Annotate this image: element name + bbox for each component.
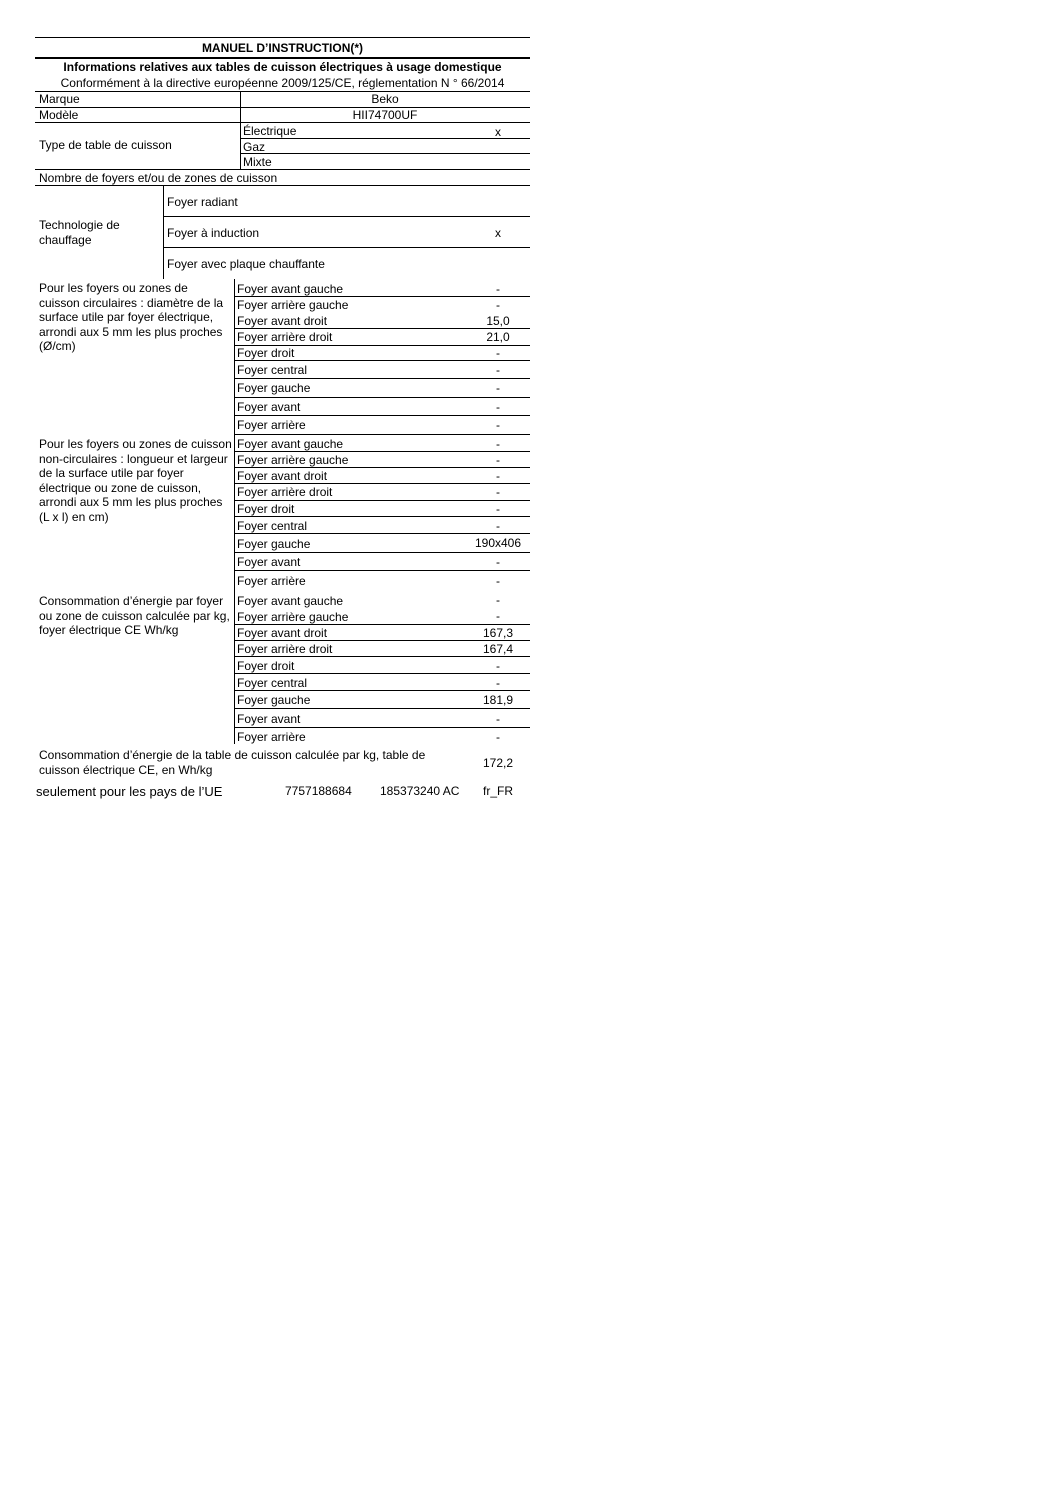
footer-eu-note: seulement pour les pays de l’UE: [36, 784, 223, 799]
zone-value: 21,0: [486, 330, 510, 344]
zone-label: Foyer droit: [237, 346, 295, 360]
zone-value: 181,9: [482, 693, 514, 707]
zone-value: 15,0: [486, 314, 510, 328]
zone-label: Foyer gauche: [237, 693, 311, 707]
zone-label: Foyer gauche: [237, 381, 311, 395]
zone-value: 190x406: [474, 536, 522, 550]
model-value: HII74700UF: [352, 108, 418, 122]
zone-value: -: [496, 519, 500, 533]
zone-label: Foyer central: [237, 519, 308, 533]
zone-label: Foyer arrière gauche: [237, 610, 349, 624]
type-option-label: Gaz: [243, 140, 266, 154]
footer-code-primary: 7757188684: [285, 784, 352, 798]
zone-label: Foyer arrière: [237, 418, 306, 432]
zone-value: -: [496, 659, 500, 673]
zone-label: Foyer arrière gauche: [237, 298, 349, 312]
model-label: Modèle: [39, 108, 79, 122]
document-title: MANUEL D’INSTRUCTION(*): [201, 41, 364, 55]
zone-label: Foyer avant droit: [237, 626, 328, 640]
zone-value: -: [496, 485, 500, 499]
brand-label: Marque: [39, 92, 80, 106]
zone-value: -: [496, 574, 500, 588]
brand-value: Beko: [371, 92, 399, 106]
zone-value: -: [496, 418, 500, 432]
zone-value: -: [496, 298, 500, 312]
zone-value: -: [496, 730, 500, 744]
zone-label: Foyer droit: [237, 659, 295, 673]
zone-label: Foyer arrière droit: [237, 330, 333, 344]
zone-value: -: [496, 712, 500, 726]
zone-value: 167,4: [482, 642, 514, 656]
total-energy-value: 172,2: [482, 756, 514, 770]
zone-value: -: [496, 453, 500, 467]
zone-label: Foyer avant gauche: [237, 282, 344, 296]
zone-value: -: [496, 381, 500, 395]
zone-value: -: [496, 346, 500, 360]
zone-label: Foyer central: [237, 676, 308, 690]
zone-value: -: [496, 437, 500, 451]
directive-text: Conformément à la directive européenne 2009/125/CE, réglementation N ° 66/2014: [60, 76, 505, 90]
zone-label: Foyer avant droit: [237, 314, 328, 328]
zone-label: Foyer central: [237, 363, 308, 377]
zone-value: -: [496, 363, 500, 377]
type-option-mark: x: [495, 125, 501, 139]
footer-locale: fr_FR: [483, 784, 513, 798]
zone-label: Foyer avant gauche: [237, 437, 344, 451]
zone-value: -: [496, 469, 500, 483]
energy-per-zone-label: Consommation d’énergie par foyer ou zone de cuisson calculée par kg, foyer électrique CE Wh/kg: [39, 594, 230, 638]
total-energy-label: Consommation d’énergie de la table de cuisson calculée par kg, table de cuisson électrique CE, en Wh/kg: [39, 748, 426, 777]
zone-label: Foyer arrière gauche: [237, 453, 349, 467]
zone-value: -: [496, 502, 500, 516]
cooktop-type-label: Type de table de cuisson: [39, 138, 172, 152]
zone-label: Foyer droit: [237, 502, 295, 516]
zone-label: Foyer arrière: [237, 574, 306, 588]
zone-value: 167,3: [482, 626, 514, 640]
zone-label: Foyer gauche: [237, 537, 311, 551]
tech-option-label: Foyer avec plaque chauffante: [167, 257, 325, 271]
zones-count-label: Nombre de foyers et/ou de zones de cuisson: [39, 171, 278, 185]
footer-code-secondary: 185373240 AC: [380, 784, 460, 798]
type-option-label: Mixte: [243, 155, 272, 169]
circular-zones-label: Pour les foyers ou zones de cuisson circulaires : diamètre de la surface utile par foyer électrique, arrondi aux 5 mm les plus proches (Ø/cm): [39, 281, 224, 354]
zone-value: -: [496, 282, 500, 296]
zone-label: Foyer arrière droit: [237, 642, 333, 656]
zone-label: Foyer avant: [237, 712, 301, 726]
zone-label: Foyer avant: [237, 555, 301, 569]
zone-value: -: [496, 676, 500, 690]
noncircular-zones-label: Pour les foyers ou zones de cuisson non-circulaires : longueur et largeur de la surface utile par foyer électrique ou zone de cuisson, arrondi aux 5 mm les plus proches (L x l) en cm): [39, 437, 232, 524]
tech-option-label: Foyer radiant: [167, 195, 238, 209]
zone-label: Foyer avant: [237, 400, 301, 414]
heating-technology-label: Technologie de chauffage: [39, 218, 120, 247]
zone-label: Foyer avant droit: [237, 469, 328, 483]
tech-option-label: Foyer à induction: [167, 226, 260, 240]
tech-option-mark: x: [495, 226, 501, 240]
zone-value: -: [496, 400, 500, 414]
zone-value: -: [496, 593, 500, 607]
zone-label: Foyer arrière droit: [237, 485, 333, 499]
document-subtitle: Informations relatives aux tables de cuisson électriques à usage domestique: [63, 60, 502, 74]
zone-value: -: [496, 555, 500, 569]
zone-label: Foyer avant gauche: [237, 594, 344, 608]
zone-value: -: [496, 609, 500, 623]
zone-label: Foyer arrière: [237, 730, 306, 744]
type-option-label: Électrique: [243, 124, 297, 138]
